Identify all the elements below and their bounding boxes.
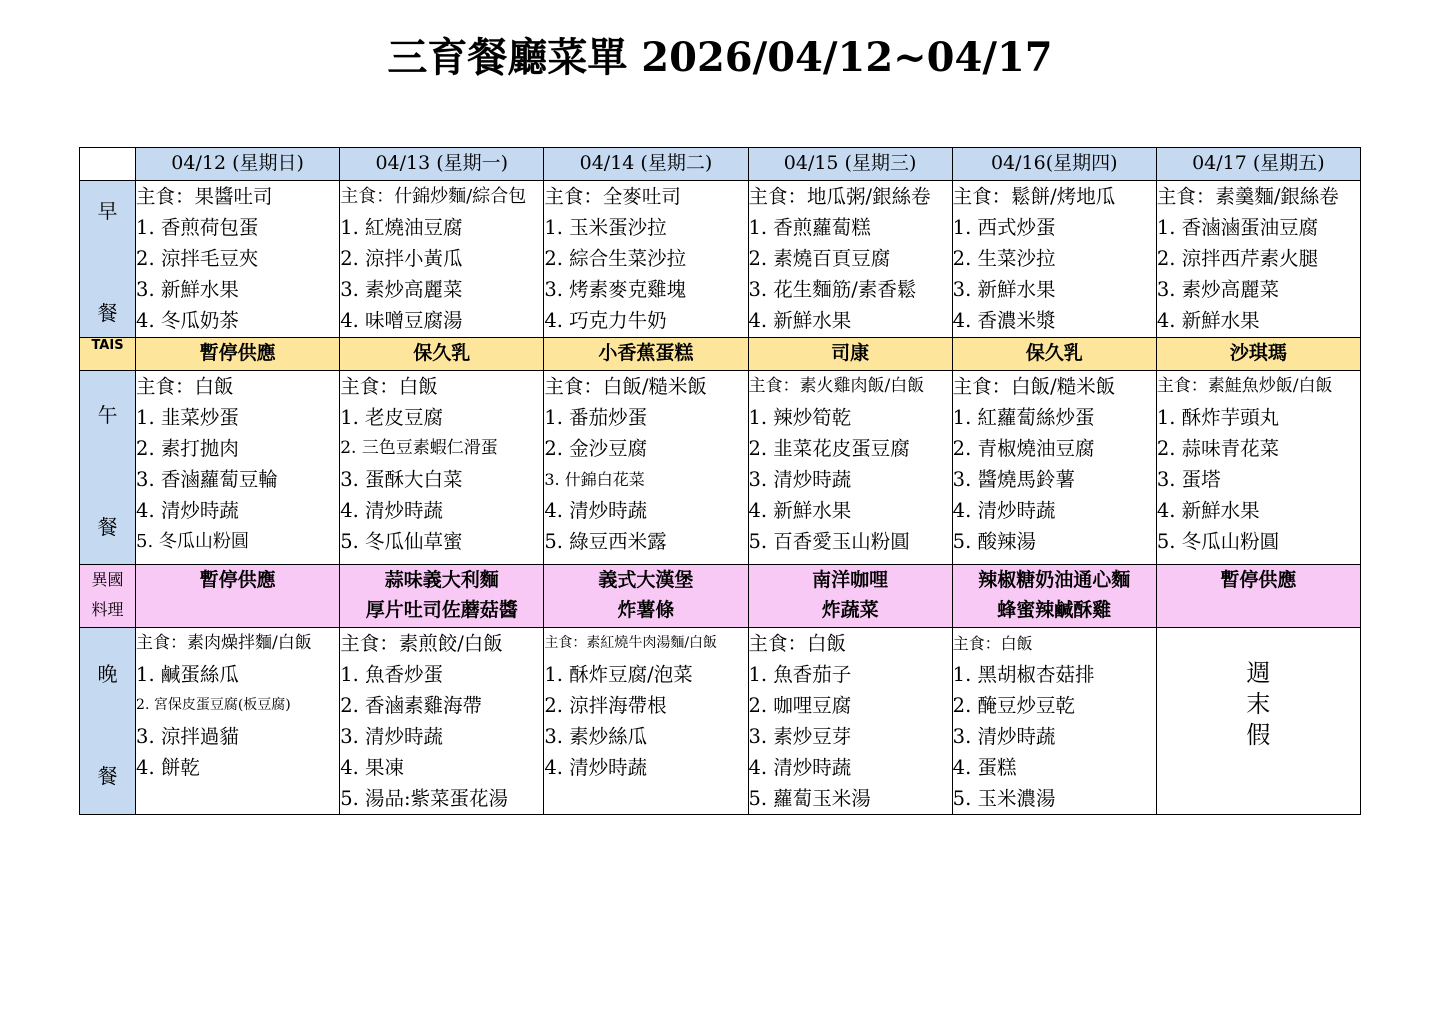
breakfast-cell — [1156, 181, 1360, 338]
dish-item: 5. 酸辣湯 — [952, 530, 1036, 553]
dish-item: 3. 新鮮水果 — [952, 278, 1056, 301]
lunch-row — [80, 371, 1361, 565]
dish-item: 4. 味噌豆腐湯 — [340, 309, 463, 332]
exotic-dish: 蜂蜜辣鹹酥雞 — [997, 599, 1112, 621]
dish-item: 2. 綜合生菜沙拉 — [544, 247, 687, 270]
dish-item: 3. 清炒時蔬 — [340, 725, 443, 748]
dish-item: 3. 清炒時蔬 — [952, 725, 1056, 748]
dish-item: 1. 西式炒蛋 — [952, 216, 1056, 239]
exotic-item — [952, 565, 1156, 628]
lunch-cell — [748, 371, 952, 565]
main-dish: 主食：全麥吐司 — [544, 185, 681, 208]
dish-item: 5. 蘿蔔玉米湯 — [748, 787, 871, 810]
dish-item: 1. 老皮豆腐 — [340, 406, 443, 429]
meal-label-bottom: 餐 — [97, 515, 118, 539]
dish-item: 1. 黑胡椒杏菇排 — [952, 663, 1095, 686]
weekend-char: 末 — [1246, 690, 1271, 718]
dish-item: 3. 蛋塔 — [1156, 468, 1221, 491]
dish-item: 3. 花生麵筋/素香鬆 — [748, 278, 917, 301]
meal-label-top: 早 — [97, 199, 118, 223]
dish-item: 4. 清炒時蔬 — [136, 499, 239, 522]
dish-item: 2. 涼拌西芹素火腿 — [1156, 247, 1319, 270]
lunch-cell — [136, 371, 340, 565]
dinner-cell — [544, 628, 748, 815]
dish-item: 3. 蛋酥大白菜 — [340, 468, 463, 491]
exotic-item — [340, 565, 544, 628]
exotic-dish: 炸蔬菜 — [821, 599, 879, 621]
dinner-cell — [748, 628, 952, 815]
day-header: 04/13 (星期一) — [340, 148, 544, 181]
exotic-item — [544, 565, 748, 628]
dish-item: 2. 咖哩豆腐 — [748, 694, 852, 717]
menu-table — [79, 147, 1361, 815]
dish-item: 1. 香滷滷蛋油豆腐 — [1156, 216, 1319, 239]
main-dish: 主食：白飯 — [952, 634, 1033, 653]
dish-item: 1. 韭菜炒蛋 — [136, 406, 239, 429]
tais-item: 保久乳 — [952, 338, 1156, 371]
weekend-char: 假 — [1246, 721, 1271, 749]
exotic-dish: 南洋咖哩 — [812, 569, 889, 591]
dish-item: 2. 素燒百頁豆腐 — [748, 247, 891, 270]
lunch-cell — [340, 371, 544, 565]
dish-item: 3. 醬燒馬鈴薯 — [952, 468, 1075, 491]
meal-label-top: 午 — [97, 403, 118, 427]
dish-item: 3. 素炒高麗菜 — [340, 278, 463, 301]
day-header: 04/14 (星期二) — [544, 148, 748, 181]
dish-item: 5. 綠豆西米露 — [544, 530, 667, 553]
main-dish: 主食：素肉燥拌麵/白飯 — [136, 633, 312, 653]
dish-item: 4. 清炒時蔬 — [544, 756, 648, 779]
page-title: 三育餐廳菜單 2026/04/12~04/17 — [387, 34, 1053, 81]
dish-item: 2. 生菜沙拉 — [952, 247, 1056, 270]
exotic-label-line: 料理 — [91, 600, 124, 619]
dish-item: 4. 清炒時蔬 — [544, 499, 648, 522]
dish-item: 5. 冬瓜山粉圓 — [1156, 530, 1280, 553]
exotic-dish: 辣椒糖奶油通心麵 — [978, 569, 1131, 591]
dish-item: 1. 紅燒油豆腐 — [340, 216, 463, 239]
dish-item: 5. 湯品:紫菜蛋花湯 — [340, 787, 509, 810]
exotic-dish: 蒜味義大利麵 — [384, 569, 499, 591]
dish-item: 1. 魚香炒蛋 — [340, 663, 443, 686]
corner-cell — [80, 148, 136, 181]
meal-label-bottom: 餐 — [97, 301, 118, 325]
exotic-item — [136, 565, 340, 628]
dish-item: 4. 新鮮水果 — [748, 309, 852, 332]
exotic-label-line: 異國 — [91, 570, 124, 589]
main-dish: 主食：果醬吐司 — [136, 185, 273, 208]
day-header: 04/16(星期四) — [952, 148, 1156, 181]
dish-item: 2. 涼拌小黃瓜 — [340, 247, 463, 270]
dish-item: 4. 冬瓜奶茶 — [136, 309, 239, 332]
main-dish: 主食：白飯 — [748, 632, 847, 655]
dish-item: 5. 百香愛玉山粉圓 — [748, 530, 910, 553]
exotic-dish: 暫停供應 — [1220, 569, 1297, 591]
dish-item: 1. 酥炸豆腐/泡菜 — [544, 663, 693, 686]
meal-label-bottom: 餐 — [97, 764, 118, 788]
dish-item: 3. 素炒高麗菜 — [1156, 278, 1280, 301]
dish-item: 4. 清炒時蔬 — [952, 499, 1056, 522]
main-dish: 主食：白飯/糙米飯 — [952, 375, 1116, 398]
dinner-cell — [136, 628, 340, 815]
breakfast-cell — [136, 181, 340, 338]
weekend-char: 週 — [1246, 659, 1271, 687]
breakfast-label — [80, 181, 136, 338]
main-dish: 主食：白飯 — [340, 375, 438, 398]
lunch-cell — [1156, 371, 1360, 565]
lunch-cell — [544, 371, 748, 565]
main-dish: 主食：素鮭魚炒飯/白飯 — [1156, 376, 1333, 396]
dish-item: 2. 宮保皮蛋豆腐(板豆腐) — [136, 697, 291, 713]
dish-item: 1. 紅蘿蔔絲炒蛋 — [952, 406, 1095, 429]
breakfast-cell — [952, 181, 1156, 338]
dish-item: 1. 香煎荷包蛋 — [136, 216, 259, 239]
main-dish: 主食：白飯/糙米飯 — [544, 375, 707, 398]
dish-item: 2. 三色豆素蝦仁滑蛋 — [340, 438, 498, 458]
dish-item: 2. 涼拌毛豆夾 — [136, 247, 259, 270]
lunch-cell — [952, 371, 1156, 565]
dish-item: 2. 蒜味青花菜 — [1156, 437, 1280, 460]
dish-item: 4. 清炒時蔬 — [748, 756, 852, 779]
main-dish: 主食：鬆餅/烤地瓜 — [952, 185, 1116, 208]
dish-item: 1. 番茄炒蛋 — [544, 406, 648, 429]
dish-item: 4. 蛋糕 — [952, 756, 1017, 779]
tais-item: 小香蕉蛋糕 — [544, 338, 748, 371]
dish-item: 3. 烤素麥克雞塊 — [544, 278, 687, 301]
dish-item: 4. 新鮮水果 — [748, 499, 852, 522]
dish-item: 5. 玉米濃湯 — [952, 787, 1056, 810]
dish-item: 1. 酥炸芋頭丸 — [1156, 406, 1280, 429]
main-dish: 主食：素火雞肉飯/白飯 — [748, 376, 925, 396]
dish-item: 2. 香滷素雞海帶 — [340, 694, 482, 717]
main-dish: 主食：什錦炒麵/綜合包 — [340, 186, 527, 207]
dinner-cell-weekend — [1156, 628, 1360, 815]
tais-item: 沙琪瑪 — [1156, 338, 1360, 371]
main-dish: 主食：素羹麵/銀絲卷 — [1156, 185, 1339, 208]
exotic-dish: 厚片吐司佐蘑菇醬 — [365, 599, 518, 621]
dish-item: 1. 鹹蛋絲瓜 — [136, 663, 239, 686]
exotic-dish: 炸薯條 — [617, 599, 675, 621]
breakfast-cell — [340, 181, 544, 338]
exotic-dish: 暫停供應 — [199, 569, 276, 591]
tais-label: TAIS — [80, 338, 136, 371]
dish-item: 1. 辣炒筍乾 — [748, 406, 852, 429]
dish-item: 4. 新鮮水果 — [1156, 309, 1260, 332]
breakfast-cell — [748, 181, 952, 338]
main-dish: 主食：地瓜粥/銀絲卷 — [748, 185, 931, 208]
tais-row — [80, 338, 1361, 371]
date-header-row — [80, 148, 1361, 181]
dish-item: 2. 青椒燒油豆腐 — [952, 437, 1095, 460]
dish-item: 3. 素炒絲瓜 — [544, 725, 648, 748]
dinner-label — [80, 628, 136, 815]
dish-item: 3. 香滷蘿蔔豆輪 — [136, 468, 278, 491]
weekend-notice — [1157, 628, 1360, 751]
day-header: 04/17 (星期五) — [1156, 148, 1360, 181]
dish-item: 4. 新鮮水果 — [1156, 499, 1260, 522]
dish-item: 2. 醃豆炒豆乾 — [952, 694, 1075, 717]
dish-item: 4. 清炒時蔬 — [340, 499, 443, 522]
dish-item: 5. 冬瓜山粉圓 — [136, 531, 249, 552]
exotic-item — [1156, 565, 1360, 628]
dish-item: 3. 素炒豆芽 — [748, 725, 852, 748]
main-dish: 主食：白飯 — [136, 375, 234, 398]
day-header: 04/15 (星期三) — [748, 148, 952, 181]
dish-item: 2. 金沙豆腐 — [544, 437, 648, 460]
dish-item: 1. 魚香茄子 — [748, 663, 852, 686]
dish-item: 4. 果凍 — [340, 756, 404, 779]
meal-label-top: 晚 — [97, 662, 118, 686]
dish-item: 2. 韭菜花皮蛋豆腐 — [748, 437, 910, 460]
dinner-row — [80, 628, 1361, 815]
dinner-cell — [952, 628, 1156, 815]
exotic-item — [748, 565, 952, 628]
dish-item: 4. 餅乾 — [136, 756, 200, 779]
dish-item: 5. 冬瓜仙草蜜 — [340, 530, 463, 553]
lunch-label — [80, 371, 136, 565]
dish-item: 4. 巧克力牛奶 — [544, 309, 667, 332]
dish-item: 1. 香煎蘿蔔糕 — [748, 216, 871, 239]
breakfast-row — [80, 181, 1361, 338]
exotic-row — [80, 565, 1361, 628]
dish-item: 2. 涼拌海帶根 — [544, 694, 667, 717]
day-header: 04/12 (星期日) — [136, 148, 340, 181]
dish-item: 4. 香濃米漿 — [952, 309, 1056, 332]
dinner-cell — [340, 628, 544, 815]
exotic-dish: 義式大漢堡 — [598, 569, 694, 591]
tais-item: 司康 — [748, 338, 952, 371]
dish-item: 3. 什錦白花菜 — [544, 470, 645, 489]
dish-item: 3. 涼拌過貓 — [136, 725, 239, 748]
main-dish: 主食：素煎餃/白飯 — [340, 632, 503, 655]
main-dish: 主食：素紅燒牛肉湯麵/白飯 — [544, 635, 718, 651]
dish-item: 3. 清炒時蔬 — [748, 468, 852, 491]
exotic-label — [80, 565, 136, 628]
tais-item: 暫停供應 — [136, 338, 340, 371]
dish-item: 2. 素打拋肉 — [136, 437, 239, 460]
dish-item: 3. 新鮮水果 — [136, 278, 239, 301]
breakfast-cell — [544, 181, 748, 338]
dish-item: 1. 玉米蛋沙拉 — [544, 216, 667, 239]
tais-item: 保久乳 — [340, 338, 544, 371]
